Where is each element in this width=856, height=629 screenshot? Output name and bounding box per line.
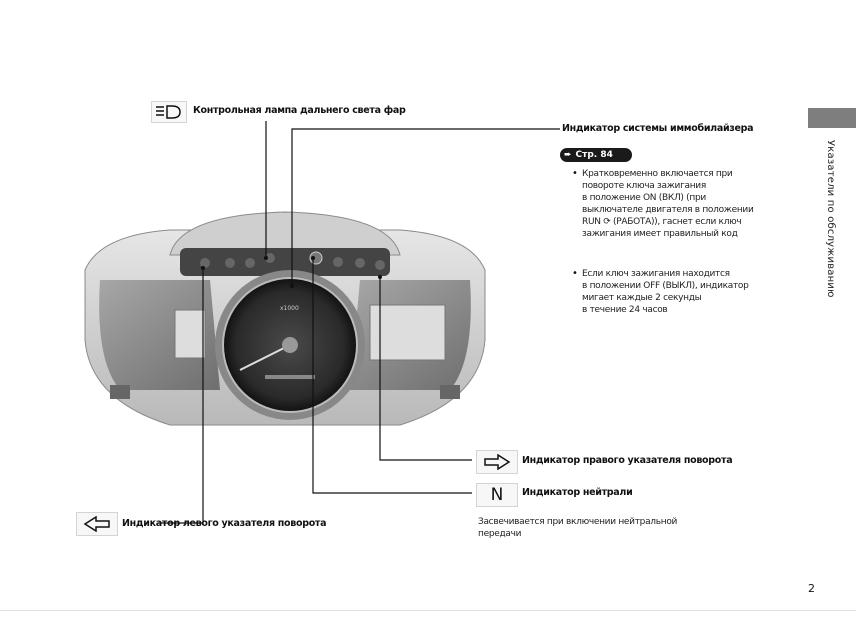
high-beam-label: Контрольная лампа дальнего света фар xyxy=(193,105,406,116)
bullet-2: • xyxy=(572,268,578,279)
page-number: 2 xyxy=(808,582,815,595)
note-line: RUN ⟳ (РАБОТА)), гаснет если ключ xyxy=(582,217,742,227)
immobilizer-note-1 xyxy=(582,168,754,240)
note-line: мигает каждые 2 секунды xyxy=(582,293,702,303)
page-reference-badge[interactable] xyxy=(560,148,632,162)
note-line: передачи xyxy=(478,529,522,539)
note-line: Кратковременно включается при xyxy=(582,169,733,179)
neutral-note xyxy=(478,516,677,540)
right-turn-arrow-icon xyxy=(476,450,518,474)
immobilizer-note-2 xyxy=(582,268,749,316)
note-line: зажигания имеет правильный код xyxy=(582,229,738,239)
note-line: в положение ON (ВКЛ) (при xyxy=(582,193,706,203)
bullet-1: • xyxy=(572,168,578,179)
svg-text:x1000: x1000 xyxy=(280,305,299,312)
note-line: выключателе двигателя в положении xyxy=(582,205,754,215)
immobilizer-label: Индикатор системы иммобилайзера xyxy=(562,123,754,134)
neutral-label: Индикатор нейтрали xyxy=(522,487,633,498)
footer-divider xyxy=(0,610,856,611)
arrow-right-icon: ➨ xyxy=(564,150,572,160)
right-turn-label: Индикатор правого указателя поворота xyxy=(522,455,733,466)
note-line: в положении OFF (ВЫКЛ), индикатор xyxy=(582,281,749,291)
note-line: в течение 24 часов xyxy=(582,305,668,315)
note-line: Если ключ зажигания находится xyxy=(582,269,730,279)
note-line: повороте ключа зажигания xyxy=(582,181,706,191)
left-turn-label: Индикатор левого указателя поворота xyxy=(122,518,327,529)
section-tab-text: Указатели по обслуживанию xyxy=(825,140,836,298)
left-turn-arrow-icon xyxy=(76,512,118,536)
high-beam-icon xyxy=(151,101,187,123)
page-reference-text: Стр. 84 xyxy=(575,150,613,160)
note-line: Засвечивается при включении нейтральной xyxy=(478,517,678,527)
section-tab xyxy=(808,108,856,128)
neutral-icon xyxy=(476,483,518,507)
neutral-symbol: N xyxy=(490,485,504,505)
